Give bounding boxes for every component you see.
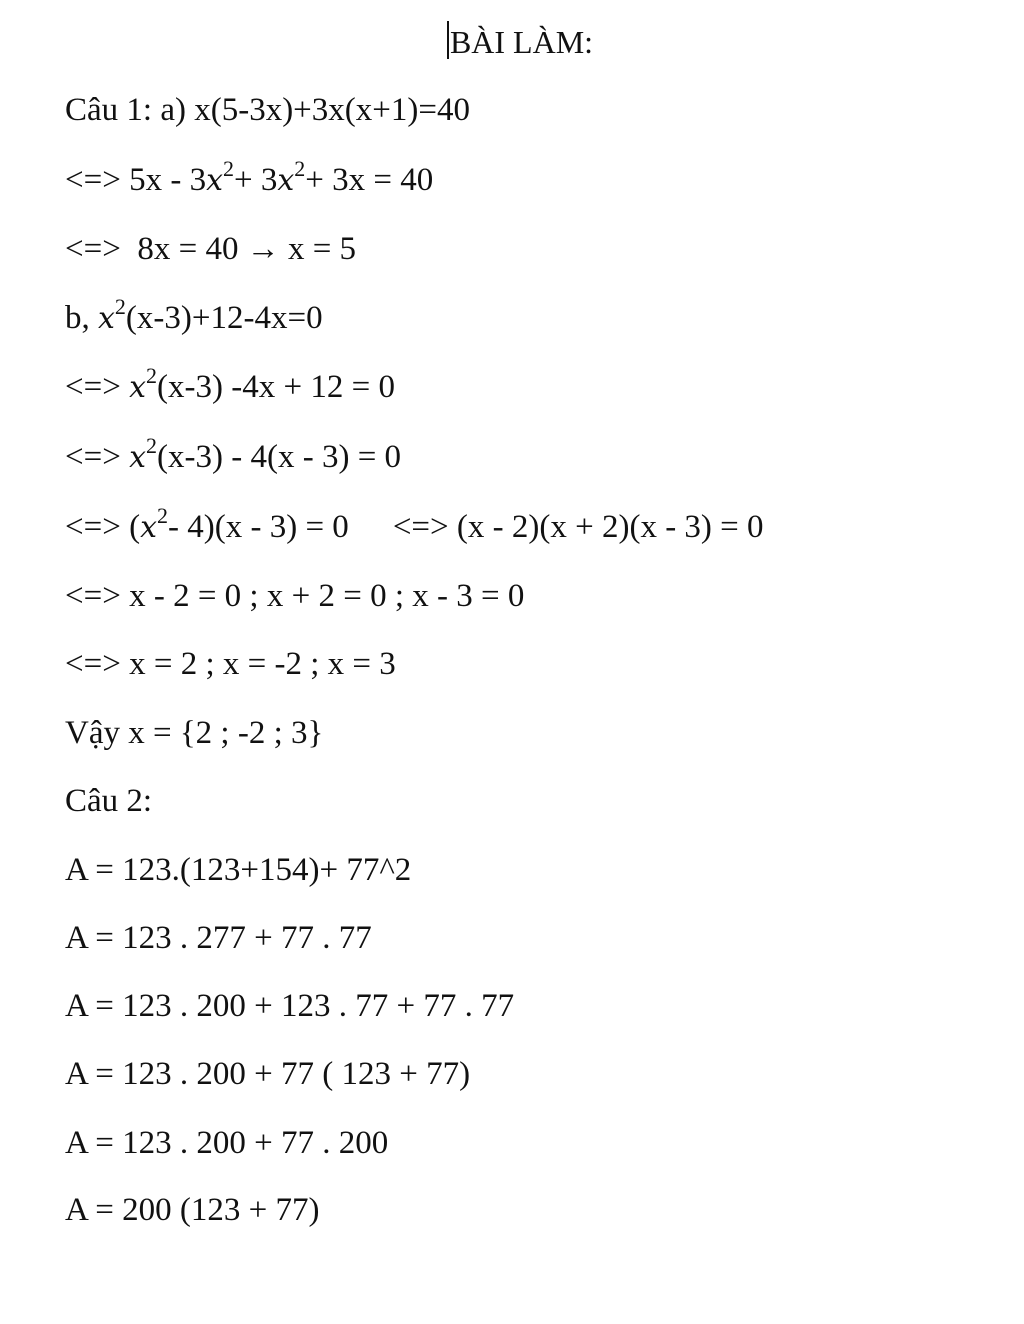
- cau1-b-step2: [65, 435, 401, 480]
- step-text: (x-3)+12-4x=0: [125, 300, 323, 336]
- cau1-b-header: [65, 296, 323, 341]
- cau1-b-step5: <=> x = 2 ; x = -2 ; x = 3: [65, 646, 396, 682]
- math-var: x: [98, 301, 115, 336]
- cau2-line: A = 123 . 277 + 77 . 77: [65, 920, 372, 956]
- cau2-line: A = 123 . 200 + 123 . 77 + 77 . 77: [65, 988, 515, 1024]
- math-var: x: [140, 510, 157, 545]
- cau1-a-header: Câu 1: a) x(5-3x)+3x(x+1)=40: [65, 92, 470, 128]
- cau1-b-step3: [65, 505, 764, 550]
- cau1-a-step2: <=> 8x = 40 → x = 5: [65, 231, 357, 267]
- text-cursor: [447, 21, 449, 59]
- math-var: x: [277, 163, 295, 198]
- step-text: <=>: [65, 439, 130, 475]
- exponent: 2: [157, 503, 168, 528]
- math-var: x: [206, 163, 223, 198]
- cau2-line: A = 123.(123+154)+ 77^2: [65, 852, 412, 888]
- cau2-line: A = 200 (123 + 77): [65, 1192, 320, 1228]
- cau2-line: A = 123 . 200 + 77 . 200: [65, 1125, 389, 1161]
- cau1-b-step1: [65, 365, 395, 410]
- document-title-row: [0, 20, 1024, 64]
- step-text: b,: [65, 300, 98, 336]
- step-text: + 3x = 40: [305, 162, 434, 198]
- step-text: <=>: [65, 369, 130, 405]
- exponent: 2: [114, 294, 126, 319]
- step-text: (x-3) -4x + 12 = 0: [157, 369, 395, 405]
- cau1-conclusion: Vậy x = {2 ; -2 ; 3}: [65, 715, 324, 751]
- exponent: 2: [146, 363, 158, 388]
- exponent: 2: [294, 156, 306, 181]
- step-text: <=> (: [65, 509, 141, 545]
- cau1-b-step4: <=> x - 2 = 0 ; x + 2 = 0 ; x - 3 = 0: [65, 578, 525, 614]
- step-text-right: <=> (x - 2)(x + 2)(x - 3) = 0: [392, 509, 764, 545]
- step-text: (x-3) - 4(x - 3) = 0: [157, 439, 402, 475]
- exponent: 2: [146, 433, 158, 458]
- step-text: + 3: [234, 162, 278, 198]
- math-var: x: [129, 370, 147, 405]
- cau1-a-step1: [65, 158, 433, 203]
- cau2-line: A = 123 . 200 + 77 ( 123 + 77): [65, 1056, 471, 1092]
- document-title: BÀI LÀM:: [449, 24, 594, 60]
- step-text: <=> 5x - 3: [65, 162, 207, 198]
- step-text: - 4)(x - 3) = 0: [168, 509, 349, 545]
- math-var: x: [129, 440, 147, 475]
- exponent: 2: [223, 156, 234, 181]
- cau2-header: Câu 2:: [65, 783, 153, 819]
